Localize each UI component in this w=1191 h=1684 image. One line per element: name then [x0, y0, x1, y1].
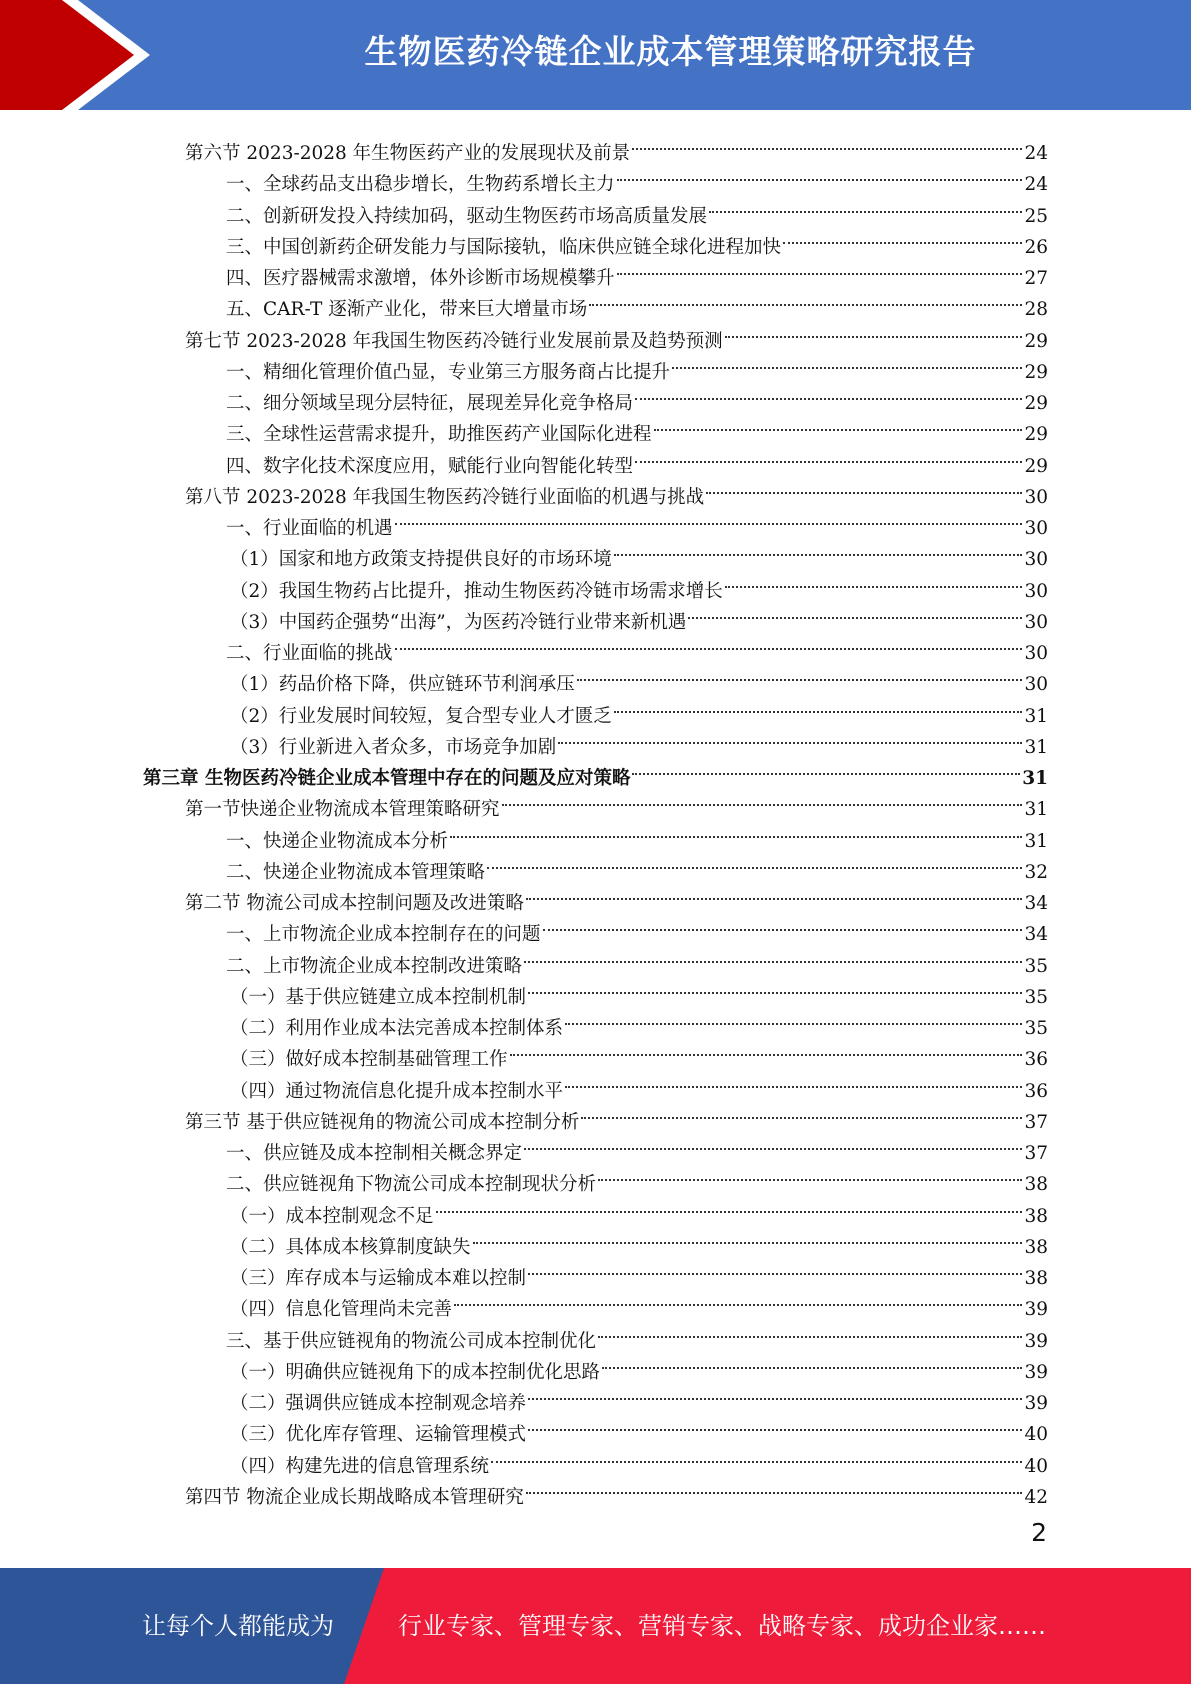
toc-dot-leader — [635, 441, 1022, 472]
toc-dot-leader — [635, 378, 1022, 409]
toc-entry[interactable] — [230, 1191, 1048, 1227]
toc-entry-title: 第一节快递企业物流成本管理策略研究 — [185, 799, 500, 821]
toc-dot-leader — [524, 941, 1022, 972]
toc-entry-page: 38 — [1024, 1236, 1048, 1258]
toc-entry-page: 34 — [1024, 893, 1048, 914]
toc-dot-leader — [709, 191, 1022, 222]
report-title: 生物医药冷链企业成本管理策略研究报告 — [364, 32, 977, 71]
toc-entry-page: 29 — [1024, 361, 1048, 383]
toc-entry-title: 一、全球药品支出稳步增长，生物药系增长主力 — [226, 174, 615, 196]
toc-dot-leader — [436, 1191, 1023, 1222]
toc-entry[interactable] — [226, 1128, 1048, 1164]
toc-dot-leader — [526, 878, 1023, 909]
toc-entry-page: 30 — [1024, 643, 1048, 664]
toc-entry[interactable] — [230, 1003, 1048, 1039]
toc-entry-page: 29 — [1024, 330, 1048, 352]
toc-dot-leader — [528, 1253, 1022, 1284]
toc-dot-leader — [395, 628, 1023, 659]
toc-entry[interactable] — [226, 347, 1048, 383]
toc-dot-leader — [602, 1347, 1022, 1378]
page-header — [0, 0, 1191, 110]
toc-dot-leader — [617, 159, 1023, 190]
toc-entry-page: 31 — [1024, 799, 1048, 821]
toc-dot-leader — [725, 566, 1023, 597]
toc-entry[interactable] — [185, 316, 1048, 352]
toc-entry[interactable] — [226, 159, 1048, 196]
toc-dot-leader — [510, 1034, 1023, 1065]
toc-entry[interactable] — [230, 1378, 1048, 1414]
toc-dot-leader — [502, 784, 1023, 815]
toc-entry-title: 三、中国创新药企研发能力与国际接轨，临床供应链全球化进程加快 — [226, 236, 782, 258]
toc-entry[interactable] — [230, 1347, 1048, 1383]
toc-entry-page: 39 — [1024, 1330, 1048, 1352]
toc-entry-title: （四）构建先进的信息管理系统 — [230, 1455, 490, 1477]
toc-entry-title: （1）药品价格下降，供应链环节利润承压 — [230, 674, 575, 696]
toc-entry[interactable] — [226, 253, 1048, 289]
toc-dot-leader — [725, 316, 1023, 347]
toc-dot-leader — [473, 1222, 1023, 1253]
toc-entry[interactable] — [185, 784, 1048, 821]
toc-dot-leader — [632, 128, 1022, 159]
toc-entry[interactable] — [230, 1066, 1048, 1102]
toc-entry-page: 25 — [1024, 205, 1048, 227]
toc-entry[interactable] — [230, 534, 1048, 571]
toc-entry-title: 一、供应链及成本控制相关概念界定 — [226, 1143, 523, 1164]
toc-entry-title: （一）明确供应链视角下的成本控制优化思路 — [230, 1361, 601, 1383]
toc-entry-title: （二）利用作业成本法完善成本控制体系 — [230, 1018, 564, 1039]
toc-entry-title: 四、数字化技术深度应用，赋能行业向智能化转型 — [226, 455, 634, 477]
toc-entry-title: （一）基于供应链建立成本控制机制 — [230, 986, 527, 1008]
toc-dot-leader — [528, 1409, 1022, 1440]
toc-entry[interactable] — [185, 128, 1048, 164]
toc-dot-leader — [614, 691, 1023, 722]
toc-entry-page: 30 — [1024, 518, 1048, 539]
toc-entry[interactable] — [226, 222, 1048, 258]
toc-dot-leader — [395, 503, 1023, 534]
toc-entry-page: 38 — [1024, 1174, 1048, 1196]
toc-entry-page: 31 — [1024, 705, 1048, 727]
toc-entry[interactable] — [230, 1253, 1048, 1289]
toc-entry-title: （2）我国生物药占比提升，推动生物医药冷链市场需求增长 — [230, 580, 723, 602]
toc-dot-leader — [528, 972, 1022, 1003]
toc-dot-leader — [491, 1441, 1022, 1472]
toc-entry-page: 39 — [1024, 1393, 1048, 1414]
toc-entry-page: 39 — [1024, 1361, 1048, 1383]
toc-entry-title: 二、快递企业物流成本管理策略 — [226, 861, 486, 883]
toc-entry[interactable] — [230, 1034, 1048, 1071]
toc-entry-page: 30 — [1024, 674, 1048, 696]
toc-entry-title: 二、供应链视角下物流公司成本控制现状分析 — [226, 1174, 597, 1196]
toc-entry-title: 一、精细化管理价值凸显，专业第三方服务商占比提升 — [226, 361, 671, 383]
toc-entry-title: 一、上市物流企业成本控制存在的问题 — [226, 924, 541, 946]
toc-entry-title: 二、细分领域呈现分层特征，展现差异化竞争格局 — [226, 393, 634, 414]
toc-entry-title: 第七节 2023-2028 年我国生物医药冷链行业发展前景及趋势预测 — [185, 330, 723, 352]
toc-entry-title: 四、医疗器械需求激增，体外诊断市场规模攀升 — [226, 268, 615, 289]
toc-dot-leader — [543, 909, 1023, 940]
toc-entry-page: 31 — [1024, 736, 1048, 758]
toc-entry-page: 29 — [1024, 393, 1048, 414]
toc-entry[interactable] — [230, 566, 1048, 602]
toc-entry-page: 34 — [1024, 924, 1048, 946]
toc-dot-leader — [526, 1472, 1023, 1503]
toc-entry-page: 35 — [1024, 986, 1048, 1008]
toc-entry-page: 36 — [1024, 1080, 1048, 1102]
toc-entry-page: 38 — [1024, 1205, 1048, 1227]
toc-entry-title: （3）行业新进入者众多，市场竞争加剧 — [230, 736, 557, 758]
toc-entry[interactable] — [226, 409, 1048, 446]
toc-entry-title: （四）通过物流信息化提升成本控制水平 — [230, 1080, 564, 1102]
toc-entry-title: 一、行业面临的机遇 — [226, 518, 393, 539]
toc-entry[interactable] — [226, 1316, 1048, 1352]
toc-dot-leader — [558, 722, 1022, 753]
toc-entry-title: （三）优化库存管理、运输管理模式 — [230, 1424, 527, 1446]
toc-entry-title: （1）国家和地方政策支持提供良好的市场环境 — [230, 549, 612, 571]
toc-entry[interactable] — [226, 284, 1048, 321]
toc-entry[interactable] — [226, 909, 1048, 946]
toc-entry-page: 27 — [1024, 268, 1048, 289]
toc-entry-title: （3）中国药企强势“出海”，为医药冷链行业带来新机遇 — [230, 611, 687, 633]
toc-entry-title: 三、基于供应链视角的物流公司成本控制优化 — [226, 1330, 597, 1352]
toc-entry-page: 28 — [1024, 299, 1048, 321]
toc-entry-page: 40 — [1024, 1424, 1048, 1446]
toc-entry-title: （三）做好成本控制基础管理工作 — [230, 1049, 508, 1071]
toc-entry[interactable] — [230, 691, 1048, 727]
toc-entry-title: 二、创新研发投入持续加码，驱动生物医药市场高质量发展 — [226, 205, 708, 227]
toc-entry-page: 39 — [1024, 1299, 1048, 1321]
toc-entry-page: 24 — [1024, 174, 1048, 196]
toc-dot-leader — [672, 347, 1022, 378]
toc-dot-leader — [654, 409, 1023, 440]
toc-entry-page: 31 — [1024, 830, 1048, 852]
toc-entry-page: 37 — [1024, 1111, 1048, 1133]
toc-dot-leader — [487, 847, 1022, 878]
toc-entry-title: 第四节 物流企业成长期战略成本管理研究 — [185, 1486, 524, 1508]
toc-entry[interactable] — [230, 722, 1048, 758]
toc-dot-leader — [450, 816, 1022, 847]
toc-entry-title: 第三节 基于供应链视角的物流公司成本控制分析 — [185, 1111, 580, 1133]
toc-entry[interactable] — [230, 972, 1048, 1008]
toc-dot-leader — [565, 1003, 1022, 1034]
toc-chapter-entry[interactable] — [143, 753, 1048, 789]
toc-entry-title: （2）行业发展时间较短，复合型专业人才匮乏 — [230, 705, 612, 727]
toc-dot-leader — [577, 659, 1023, 690]
toc-entry-title: （四）信息化管理尚未完善 — [230, 1299, 453, 1321]
toc-entry-title: 一、快递企业物流成本分析 — [226, 830, 449, 852]
toc-dot-leader — [614, 534, 1023, 565]
toc-dot-leader — [598, 1159, 1022, 1190]
page-number: 2 — [1031, 1518, 1047, 1547]
toc-dot-leader — [565, 1066, 1022, 1097]
toc-entry-page: 30 — [1024, 549, 1048, 571]
toc-entry-page: 35 — [1024, 955, 1048, 977]
toc-entry[interactable] — [230, 1409, 1048, 1446]
toc-entry-page: 24 — [1024, 143, 1048, 164]
toc-entry-page: 36 — [1024, 1049, 1048, 1071]
toc-entry-page: 32 — [1024, 861, 1048, 883]
toc-entry[interactable] — [226, 378, 1048, 414]
toc-dot-leader — [706, 472, 1022, 503]
toc-entry-title: 五、CAR-T 逐渐产业化，带来巨大增量市场 — [226, 299, 588, 321]
toc-dot-leader — [598, 1316, 1022, 1347]
toc-entry-page: 42 — [1024, 1486, 1048, 1508]
toc-entry-title: （二）具体成本核算制度缺失 — [230, 1236, 471, 1258]
toc-entry-page: 29 — [1024, 424, 1048, 446]
toc-entry-page: 35 — [1024, 1018, 1048, 1039]
toc-entry[interactable] — [226, 941, 1048, 977]
toc-entry[interactable] — [230, 1284, 1048, 1321]
toc-entry-page: 38 — [1024, 1268, 1048, 1289]
toc-dot-leader — [454, 1284, 1022, 1315]
toc-entry-page: 37 — [1024, 1143, 1048, 1164]
toc-entry-page: 40 — [1024, 1455, 1048, 1477]
toc-entry[interactable] — [230, 1441, 1048, 1477]
toc-entry-title: （三）库存成本与运输成本难以控制 — [230, 1268, 527, 1289]
toc-entry-page: 26 — [1024, 236, 1048, 258]
toc-entry[interactable] — [226, 503, 1048, 539]
toc-entry[interactable] — [185, 1472, 1048, 1508]
toc-dot-leader — [528, 1378, 1022, 1409]
toc-entry[interactable] — [230, 597, 1048, 633]
toc-dot-leader — [524, 1128, 1022, 1159]
toc-entry-page: 31 — [1022, 768, 1048, 789]
toc-entry[interactable] — [226, 628, 1048, 664]
toc-entry[interactable] — [226, 441, 1048, 477]
toc-entry-title: 二、上市物流企业成本控制改进策略 — [226, 955, 523, 977]
toc-entry[interactable] — [185, 472, 1048, 508]
toc-entry-title: 第八节 2023-2028 年我国生物医药冷链行业面临的机遇与挑战 — [185, 486, 705, 508]
toc-entry-title: 第三章 生物医药冷链企业成本管理中存在的问题及应对策略 — [143, 768, 631, 789]
toc-entry-title: （一）成本控制观念不足 — [230, 1205, 434, 1227]
toc-entry[interactable] — [226, 847, 1048, 883]
page-footer — [0, 1568, 1191, 1684]
toc-entry[interactable] — [230, 659, 1048, 696]
footer-slogan-left: 让每个人都能成为 — [142, 1612, 334, 1640]
toc-entry-page: 30 — [1024, 580, 1048, 602]
toc-entry[interactable] — [226, 1159, 1048, 1196]
toc-entry-title: （二）强调供应链成本控制观念培养 — [230, 1393, 527, 1414]
toc-entry-page: 29 — [1024, 455, 1048, 477]
toc-entry[interactable] — [230, 1222, 1048, 1258]
footer-slogan-right: 行业专家、管理专家、营销专家、战略专家、成功企业家…… — [398, 1612, 1046, 1640]
toc-entry-page: 30 — [1024, 486, 1048, 508]
toc-entry[interactable] — [226, 816, 1048, 852]
toc-entry-title: 第六节 2023-2028 年生物医药产业的发展现状及前景 — [185, 143, 631, 164]
toc-dot-leader — [783, 222, 1022, 253]
toc-dot-leader — [617, 253, 1023, 284]
toc-entry-page: 30 — [1024, 611, 1048, 633]
toc-entry-title: 三、全球性运营需求提升，助推医药产业国际化进程 — [226, 424, 652, 446]
toc-dot-leader — [581, 1097, 1022, 1128]
toc-entry[interactable] — [185, 1097, 1048, 1133]
red-chevron-icon — [0, 0, 150, 110]
toc-entry-title: 二、行业面临的挑战 — [226, 643, 393, 664]
toc-dot-leader — [589, 284, 1022, 315]
toc-dot-leader — [688, 597, 1022, 628]
toc-entry-title: 第二节 物流公司成本控制问题及改进策略 — [185, 893, 524, 914]
toc-dot-leader — [632, 753, 1020, 784]
toc-entry[interactable] — [185, 878, 1048, 914]
toc-entry[interactable] — [226, 191, 1048, 227]
